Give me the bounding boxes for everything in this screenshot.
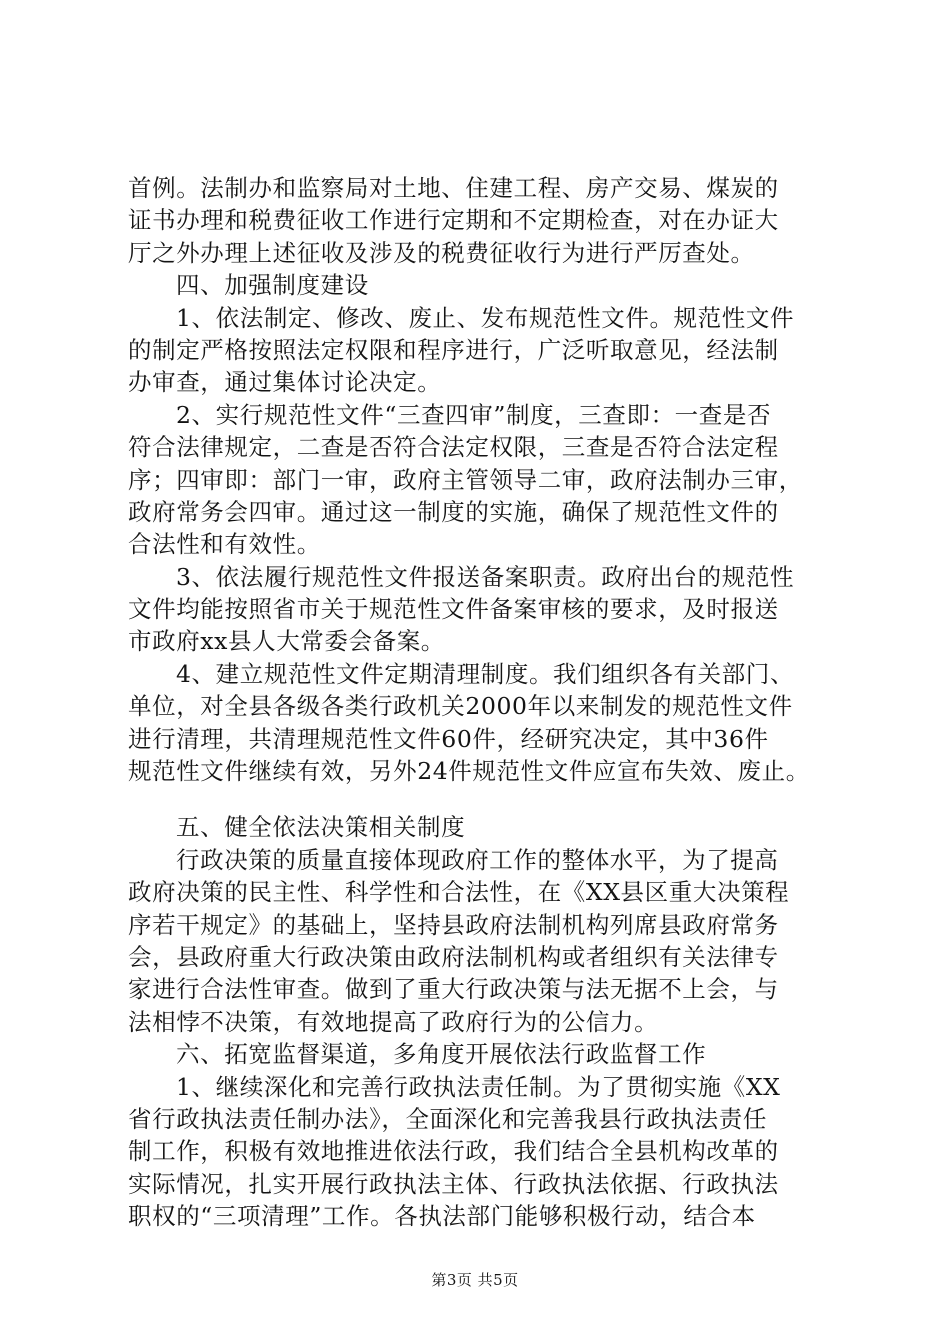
text-line: 单位，对全县各级各类行政机关2000年以来制发的规范性文件 — [128, 692, 793, 721]
text-line: 法相悖不决策，有效地提高了政府行为的公信力。 — [128, 1007, 659, 1036]
text-line: 进行清理，共清理规范性文件60件，经研究决定，其中36件 — [128, 724, 769, 753]
text-line: 的制定严格按照法定权限和程序进行，广泛听取意见，经法制 — [128, 335, 779, 364]
text-line: 2、实行规范性文件“三查四审”制度，三查即：一查是否 — [176, 400, 772, 429]
text-line: 会，县政府重大行政决策由政府法制机构或者组织有关法律专 — [128, 942, 779, 971]
text-line: 1、继续深化和完善行政执法责任制。为了贯彻实施《XX — [176, 1072, 781, 1101]
text-line: 首例。法制办和监察局对土地、住建工程、房产交易、煤炭的 — [128, 174, 779, 202]
text-line: 职权的“三项清理”工作。各执法部门能够积极行动，结合本 — [128, 1202, 756, 1231]
paragraph-gap — [128, 787, 832, 811]
text-line: 规范性文件继续有效，另外24件规范性文件应宣布失效、废止。 — [128, 757, 810, 786]
text-line: 3、依法履行规范性文件报送备案职责。政府出台的规范性 — [176, 562, 795, 591]
text-line: 实际情况，扎实开展行政执法主体、行政执法依据、行政执法 — [128, 1169, 779, 1198]
text-line: 政府常务会四审。通过这一制度的实施，确保了规范性文件的 — [128, 497, 779, 526]
text-line: 文件均能按照省市关于规范性文件备案审核的要求，及时报送 — [128, 595, 779, 624]
text-line: 办审查，通过集体讨论决定。 — [128, 368, 442, 397]
text-line: 制工作，积极有效地推进依法行政，我们结合全县机构改革的 — [128, 1137, 779, 1166]
text-line: 厅之外办理上述征收及涉及的税费征收行为进行严厉查处。 — [128, 238, 755, 267]
text-line: 省行政执法责任制办法》，全面深化和完善我县行政执法责任 — [128, 1104, 767, 1133]
text-line: 合法性和有效性。 — [128, 530, 321, 559]
text-line: 市政府xx县人大常委会备案。 — [128, 627, 445, 656]
text-line: 4、建立规范性文件定期清理制度。我们组织各有关部门、 — [176, 659, 795, 688]
text-line: 1、依法制定、修改、废止、发布规范性文件。规范性文件 — [176, 303, 795, 332]
section-heading: 六、拓宽监督渠道，多角度开展依法行政监督工作 — [176, 1040, 707, 1069]
document-body — [128, 172, 832, 1233]
text-line: 行政决策的质量直接体现政府工作的整体水平，为了提高 — [176, 845, 779, 874]
section-heading: 五、健全依法决策相关制度 — [176, 813, 466, 842]
text-line: 序；四审即：部门一审，政府主管领导二审，政府法制办三审， — [128, 465, 803, 494]
section-heading: 四、加强制度建设 — [176, 271, 369, 300]
text-line: 家进行合法性审查。做到了重大行政决策与法无据不上会，与 — [128, 975, 779, 1004]
page-number-footer: 第3页 共5页 — [431, 1271, 519, 1289]
text-line: 符合法律规定，二查是否符合法定权限，三查是否符合法定程 — [128, 433, 779, 462]
text-line: 证书办理和税费征收工作进行定期和不定期检查，对在办证大 — [128, 206, 779, 235]
text-line: 序若干规定》的基础上，坚持县政府法制机构列席县政府常务 — [128, 910, 779, 939]
text-line: 政府决策的民主性、科学性和合法性，在《XX县区重大决策程 — [128, 878, 790, 907]
